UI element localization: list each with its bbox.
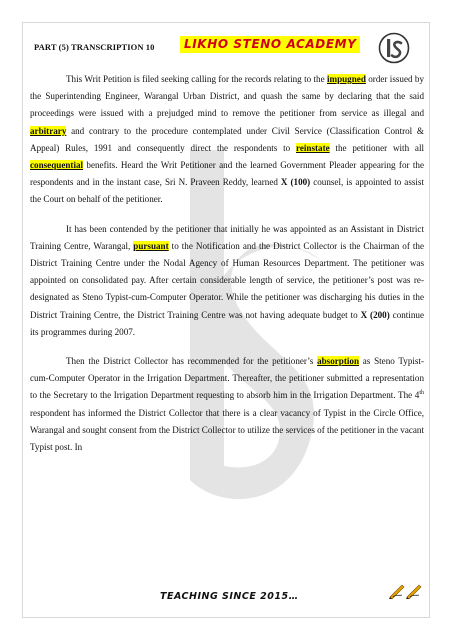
text-run: as Steno Typist-cum-Computer Operator in the Irrigation Department. Thereafter, the petitioner submitted a representation to the Secretary to the Irrigation Department requesting to absorb him in the Irrigation Department. The 4 <box>30 356 424 401</box>
footer-tagline: TEACHING SINCE 2015… <box>160 591 299 602</box>
writing-hand-icon <box>405 582 423 600</box>
highlighted-term: consequential <box>30 160 84 171</box>
text-run: benefits. Heard the Writ Petitioner and the learned Government Pleader appearing for the respondents and in the instant case, Sri N. Praveen Reddy, learned <box>30 160 424 188</box>
text-run: and contrary to the procedure contemplated under Civil Service (Classification Control & Appeal) Rules, 1991 and consequently direct the respondents to <box>30 125 424 153</box>
part-label: PART (5) TRANSCRIPTION 10 <box>34 42 155 52</box>
highlighted-term: arbitrary <box>30 125 67 136</box>
text-run: This Writ Petition is filed seeking calling for the records relating to the <box>66 74 327 84</box>
word-count-marker: X (200) <box>360 309 390 320</box>
text-run: continue its programmes during 2007. <box>30 309 424 337</box>
highlighted-term: reinstate <box>295 142 330 153</box>
paragraph <box>30 221 424 341</box>
ordinal-suffix: th <box>419 390 424 397</box>
writing-hand-icon <box>388 582 406 600</box>
text-run: respondent has informed the District Collector that there is a clear vacancy of Typist in the Circle Office, Warangal and sought consent from the District Collector to utilize the services of the petitioner in the vacant Typist post. In <box>30 407 424 453</box>
ls-logo-icon <box>378 32 410 64</box>
transcription-body <box>30 71 424 468</box>
text-run: the petitioner with all <box>329 142 424 153</box>
paragraph <box>30 353 424 456</box>
text-run: to the Notification and the District Collector is the Chairman of the District Training Centre under the Nodal Agency of Human Resources Department. The petitioner was appointed on consolidated pay. After certain considerable length of service, the petitioner’s post was re-designated as Steno Typist-cum-Computer Operator. While the petitioner was discharging his duties in the District Training Centre, the District Training Centre was not having adequate budget to <box>30 240 424 320</box>
text-run: It has been contended by the petitioner that initially he was appointed as an Assistant in District Training Centre, Warangal, <box>30 223 424 251</box>
academy-name: LIKHO STENO ACADEMY <box>180 36 360 53</box>
highlighted-term: pursuant <box>133 240 169 251</box>
highlighted-term: absorption <box>317 356 360 367</box>
text-run: order issued by the Superintending Engineer, Warangal Urban District, and quash the same by declaring that the said proceedings were issued with a prejudged mind to remove the petitioner from service as illegal and <box>30 74 424 119</box>
text-run: Then the District Collector has recommended for the petitioner’s <box>66 356 318 367</box>
paragraph <box>30 71 424 209</box>
text-run: counsel, is appointed to assist the Court on behalf of the petitioner. <box>30 177 424 205</box>
page-header <box>28 28 424 68</box>
word-count-marker: X (100) <box>280 177 311 188</box>
highlighted-term: impugned <box>326 74 366 84</box>
